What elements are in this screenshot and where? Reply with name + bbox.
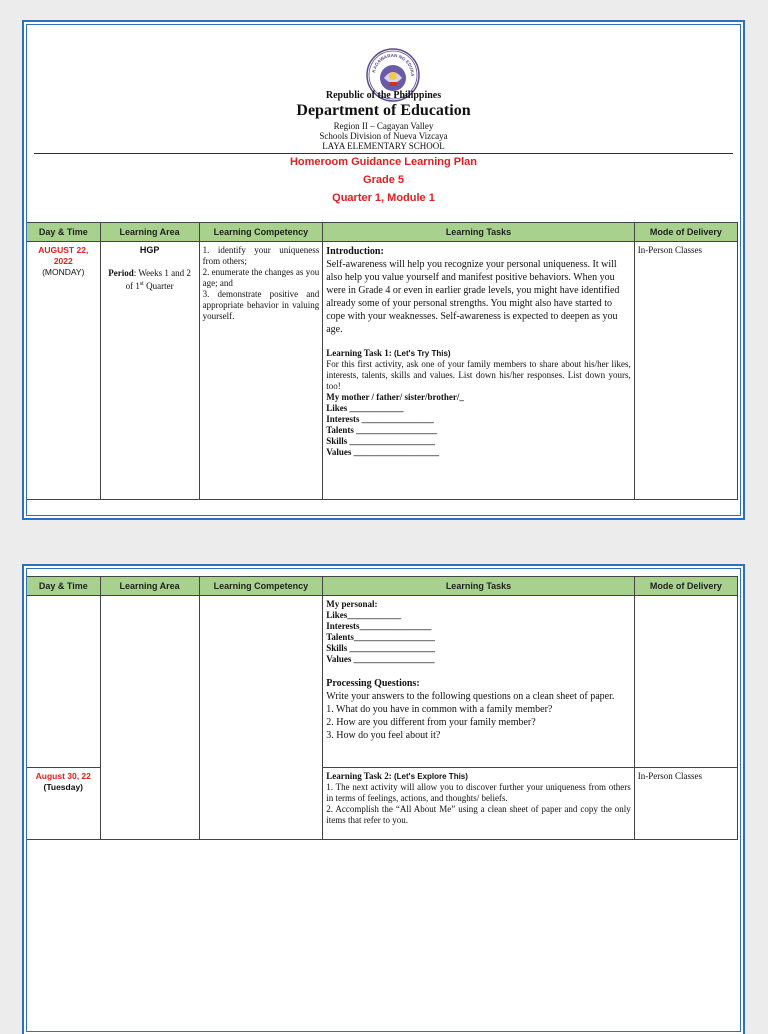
mode-cell: In-Person Classes [634, 242, 737, 500]
table-header-row [27, 223, 738, 242]
region-label: Region II – Cagayan Valley [333, 121, 434, 131]
blank-line: Interests ________________ [326, 414, 434, 424]
col-day-time: Day & Time [27, 577, 101, 596]
day-time-cell [27, 596, 101, 768]
learning-tasks-cell [323, 596, 635, 768]
blank-line: Likes ____________ [326, 403, 404, 413]
blank-line: Talents __________________ [326, 425, 438, 435]
blank-line: Interests________________ [326, 621, 432, 631]
blank-line: Likes____________ [326, 610, 402, 620]
learning-area-cell [100, 242, 199, 500]
blank-line: Values __________________ [326, 654, 435, 664]
competency-item: 3. demonstrate positive and appropriate behavior in valuing yourself. [202, 289, 320, 321]
day-time-cell [27, 242, 101, 500]
col-learning-tasks: Learning Tasks [323, 223, 635, 242]
processing-text: Write your answers to the following questions on a clean sheet of paper. [326, 691, 615, 702]
col-mode-delivery: Mode of Delivery [634, 577, 737, 596]
col-learning-area: Learning Area [100, 577, 199, 596]
seal-text: KAGAWARAN NG EDUKA [371, 52, 416, 77]
mode-cell: In-Person Classes [634, 768, 737, 840]
department-title: Department of Education [296, 102, 471, 119]
table-header-row [27, 577, 738, 596]
learning-plan-table [26, 222, 738, 500]
date-label: August 30, 22 [35, 771, 91, 781]
blank-line: Skills ___________________ [326, 643, 435, 653]
table-row [27, 242, 738, 500]
intro-text: Self-awareness will help you recognize your personal uniqueness. It will also help you value yourself and manifest positive behaviors. When you were in Grade 4 or even in earlier grade levels, you might have identified already some of your personal strengths. You might also have started to cope with your weaknesses. Self-awareness is expected to deepen as you age. [326, 259, 620, 335]
col-learning-area: Learning Area [100, 223, 199, 242]
division-label: Schools Division of Nueva Vizcaya [319, 131, 448, 141]
table-row [27, 596, 738, 768]
day-label: (Tuesday) [43, 782, 84, 792]
republic-label: Republic of the Philippines [325, 90, 442, 101]
col-learning-competency: Learning Competency [199, 223, 323, 242]
col-day-time: Day & Time [27, 223, 101, 242]
mode-cell [634, 596, 737, 768]
area-label: HGP [139, 245, 160, 255]
grade-label: Grade 5 [363, 174, 404, 186]
task1-heading: Learning Task 1: (Let's Try This) [326, 348, 451, 358]
intro-title: Introduction: [326, 246, 384, 257]
page-1 [22, 20, 745, 520]
processing-title: Processing Questions: [326, 678, 420, 689]
learning-plan-table-continued [26, 576, 738, 840]
school-label: LAYA ELEMENTARY SCHOOL [322, 141, 445, 151]
col-learning-tasks: Learning Tasks [323, 577, 635, 596]
question-item: 3. How do you feel about it? [326, 730, 441, 741]
learning-tasks-cell [323, 768, 635, 840]
task2-item: 1. The next activity will allow you to discover further your uniqueness from others in terms of feelings, actions, and thoughts/ beliefs. [326, 782, 631, 803]
page-2 [22, 564, 745, 1034]
day-time-cell [27, 768, 101, 840]
blank-line: Talents__________________ [326, 632, 435, 642]
personal-title: My personal: [326, 599, 378, 609]
plan-title: Homeroom Guidance Learning Plan [289, 156, 478, 168]
col-mode-delivery: Mode of Delivery [634, 223, 737, 242]
period-text: Period: Weeks 1 and 2 of 1st Quarter [108, 268, 191, 291]
competency-item: 2. enumerate the changes as you age; and [202, 267, 320, 288]
blank-line: Skills ___________________ [326, 436, 435, 446]
date-label: AUGUST 22, 2022 [38, 245, 89, 266]
competency-cell [199, 596, 323, 840]
quarter-label: Quarter 1, Module 1 [332, 192, 435, 204]
col-learning-competency: Learning Competency [199, 577, 323, 596]
header-divider [34, 153, 733, 154]
task1-text: For this first activity, ask one of your family members to share about his/her likes, interests, talents, skills and values. List down his/her responses. List down yours, too! [326, 359, 631, 391]
question-item: 2. How are you different from your family member? [326, 717, 536, 728]
blank-line: Values ___________________ [326, 447, 440, 457]
competency-item: 1. identify your uniqueness from others; [202, 245, 320, 266]
learning-area-cell [100, 596, 199, 840]
day-label: (MONDAY) [42, 267, 85, 277]
competency-cell [199, 242, 323, 500]
task2-item: 2. Accomplish the “All About Me” using a clean sheet of paper and copy the only items that refer to you. [326, 804, 631, 825]
task1-family: My mother / father/ sister/brother/_ [326, 392, 464, 402]
question-item: 1. What do you have in common with a family member? [326, 704, 553, 715]
learning-tasks-cell [323, 242, 635, 500]
task2-heading: Learning Task 2: (Let's Explore This) [326, 771, 468, 781]
